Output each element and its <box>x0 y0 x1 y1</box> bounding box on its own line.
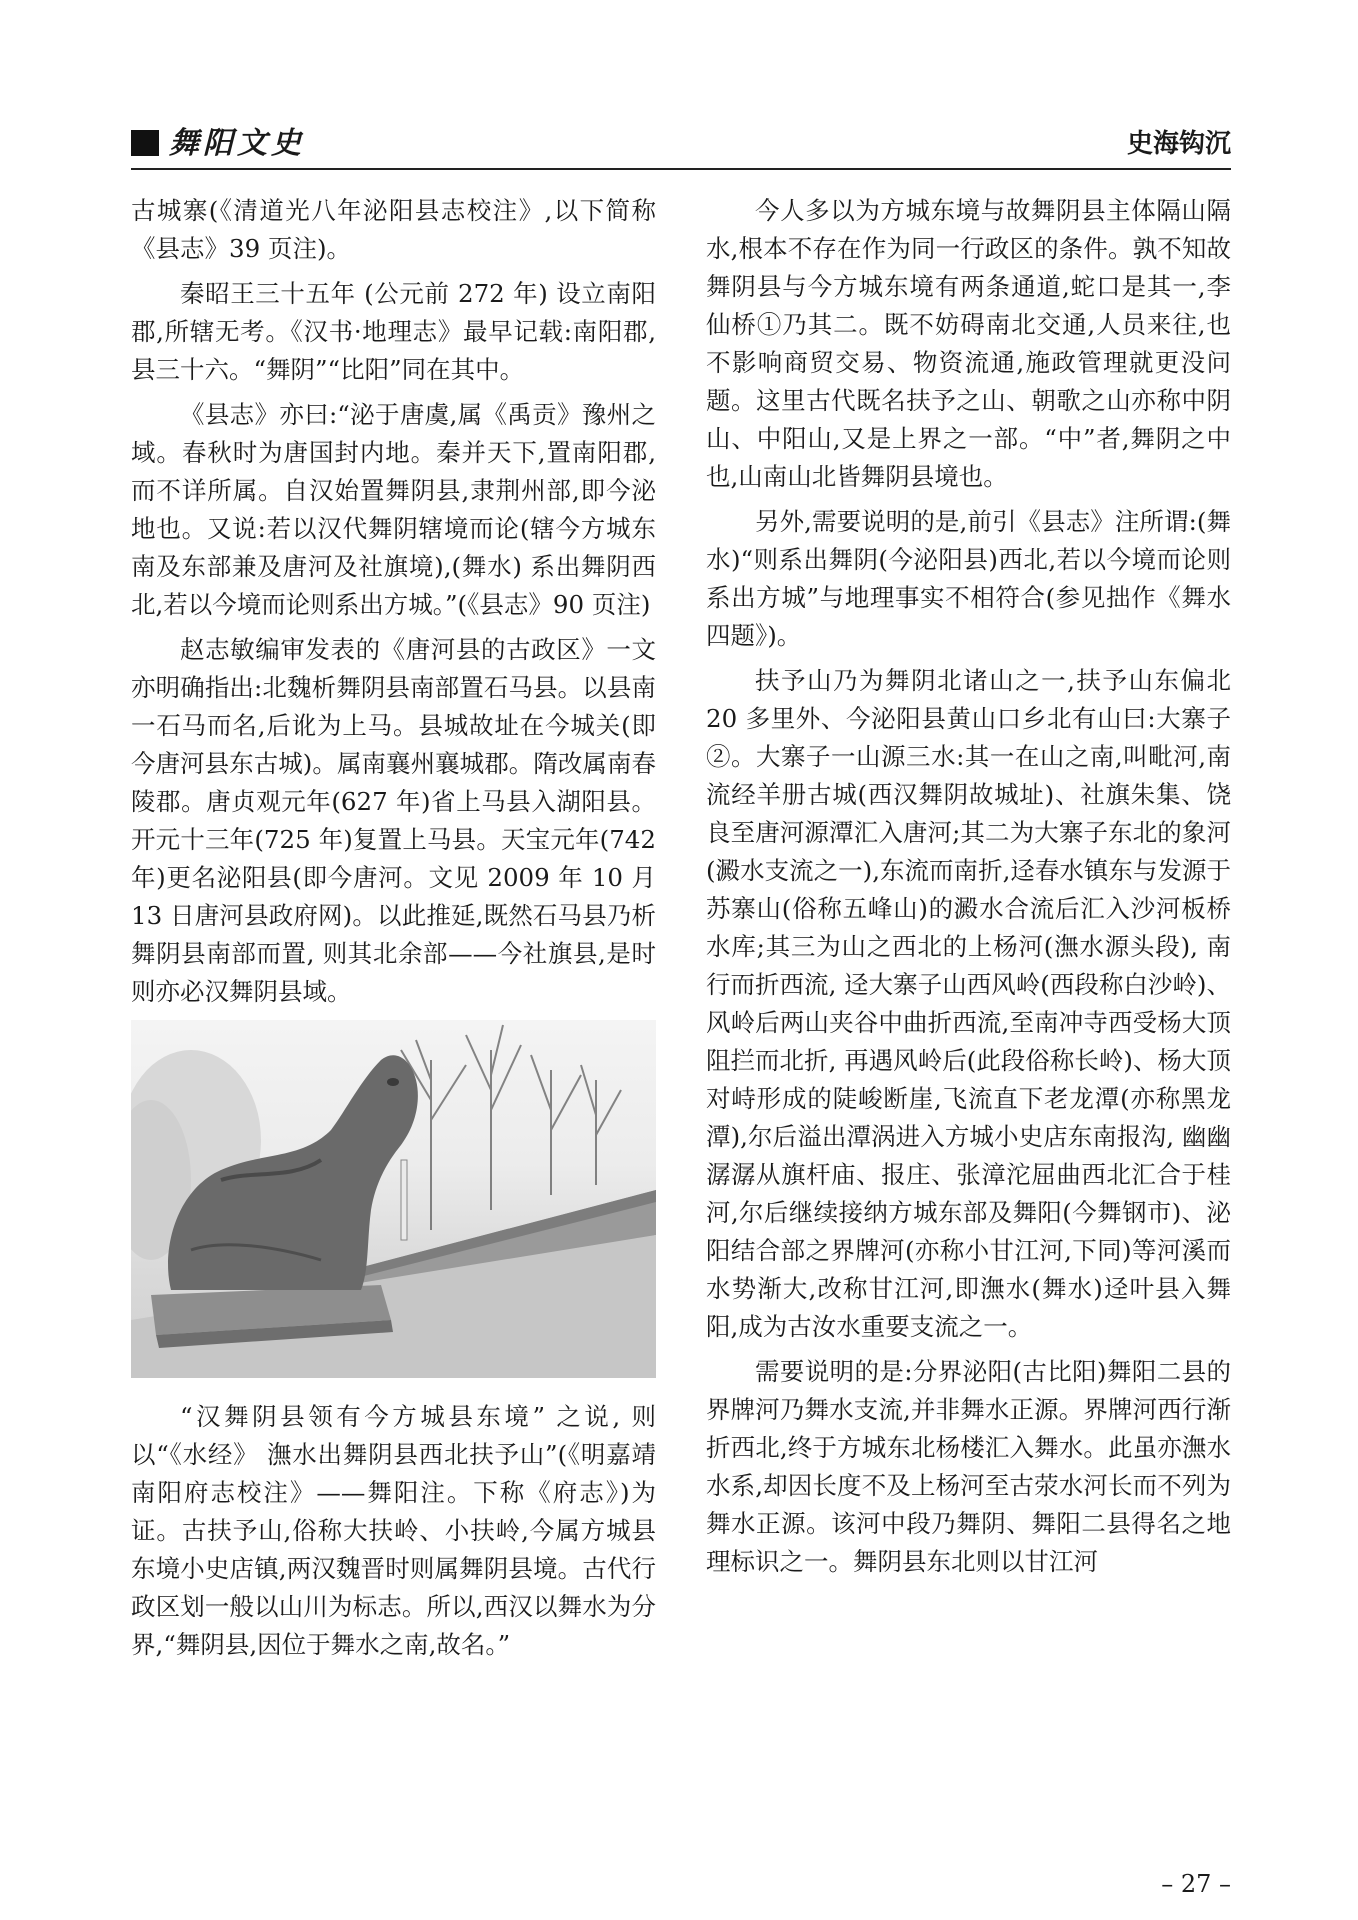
section-title: 史海钩沉 <box>1126 129 1231 159</box>
paragraph: 另外,需要说明的是,前引《县志》注所谓:(舞水)“则系出舞阴(今泌阳县)西北,若以今境而论则系出方城”与地理事实不相符合(参见拙作《舞水四题》)。 <box>706 507 1231 650</box>
page-number: – 27 – <box>1161 1870 1231 1898</box>
paragraph: 需要说明的是:分界泌阳(古比阳)舞阳二县的界牌河乃舞水支流,并非舞水正源。界牌河西行渐折西北,终于方城东北杨楼汇入舞水。此虽亦潕水水系,却因长度不及上杨河至古荥水河长而不列为舞水正源。该河中段乃舞阴、舞阳二县得名之地理标识之一。舞阴县东北则以甘江河 <box>706 1357 1231 1576</box>
header-rule <box>131 168 1231 170</box>
paragraph: 赵志敏编审发表的《唐河县的古政区》一文亦明确指出:北魏析舞阴县南部置石马县。以县南一石马而名,后讹为上马。县城故址在今城关(即今唐河县东古城)。属南襄州襄城郡。隋改属南春陵郡。唐贞观元年(627 年)省上马县入湖阳县。开元十三年(725 年)复置上马县。天宝元年(742 年)更名泌阳县(即今唐河。文见 2009 年 10 月 13 日唐河县政府网)。以此推延,既然石马县乃析舞阴县南部而置, 则其北余部——今社旗县,是时则亦必汉舞阴县域。 <box>131 635 656 1006</box>
page-header <box>131 124 1231 164</box>
header-black-block <box>131 130 159 156</box>
paragraph: “汉舞阴县领有今方城县东境” 之说, 则以“《水经》 潕水出舞阴县西北扶予山”(《明嘉靖南阳府志校注》——舞阳注。下称《府志》)为证。古扶予山,俗称大扶岭、小扶岭,今属方城县东境小史店镇,两汉魏晋时则属舞阴县境。古代行政区划一般以山川为标志。所以,西汉以舞水为分界,“舞阴县,因位于舞水之南,故名。” <box>131 1402 656 1659</box>
paragraph: 古城寨(《清道光八年泌阳县志校注》,以下简称《县志》39 页注)。 <box>131 196 656 263</box>
stone-horse-photo <box>131 1020 656 1378</box>
journal-title: 舞阳文史 <box>169 126 305 161</box>
paragraph: 今人多以为方城东境与故舞阴县主体隔山隔水,根本不存在作为同一行政区的条件。孰不知故舞阴县与今方城东境有两条通道,蛇口是其一,李仙桥①乃其二。既不妨碍南北交通,人员来往,也不影响商贸交易、物资流通,施政管理就更没问题。这里古代既名扶予之山、朝歌之山亦称中阴山、中阳山,又是上界之一部。“中”者,舞阴之中也,山南山北皆舞阴县境也。 <box>706 196 1231 491</box>
right-column <box>706 192 1231 1588</box>
paragraph: 秦昭王三十五年 (公元前 272 年) 设立南阳郡,所辖无考。《汉书·地理志》最早记载:南阳郡,县三十六。“舞阴”“比阳”同在其中。 <box>131 279 656 384</box>
left-column <box>131 192 656 1671</box>
paragraph: 扶予山乃为舞阴北诸山之一,扶予山东偏北 20 多里外、今泌阳县黄山口乡北有山曰:大寨子②。大寨子一山源三水:其一在山之南,叫毗河,南流经羊册古城(西汉舞阴故城址)、社旗朱集、饶良至唐河源潭汇入唐河;其二为大寨子东北的象河(澱水支流之一),东流而南折,迳春水镇东与发源于苏寨山(俗称五峰山)的澱水合流后汇入沙河板桥水库;其三为山之西北的上杨河(潕水源头段), 南行而折西流, 迳大寨子山西风岭(西段称白沙岭)、风岭后两山夹谷中曲折西流,至南冲寺西受杨大顶阻拦而北折, 再遇风岭后(此段俗称长岭)、杨大顶对峙形成的陡峻断崖,飞流直下老龙潭(亦称黑龙潭),尔后溢出潭涡进入方城小史店东南报沟, 幽幽潺潺从旗杆庙、报庄、张漳沱屈曲西北汇合于桂河,尔后继续接纳方城东部及舞阳(今舞钢市)、泌阳结合部之界牌河(亦称小甘江河,下同)等河溪而水势渐大,改称甘江河,即潕水(舞水)迳叶县入舞阳,成为古汝水重要支流之一。 <box>706 666 1231 1341</box>
paragraph: 《县志》亦曰:“泌于唐虞,属《禹贡》豫州之域。春秋时为唐国封内地。秦并天下,置南阳郡,而不详所属。自汉始置舞阴县,隶荆州部,即今泌地也。又说:若以汉代舞阴辖境而论(辖今方城东南及东部兼及唐河及社旗境),(舞水) 系出舞阴西北,若以今境而论则系出方城。”(《县志》90 页注) <box>131 400 656 619</box>
